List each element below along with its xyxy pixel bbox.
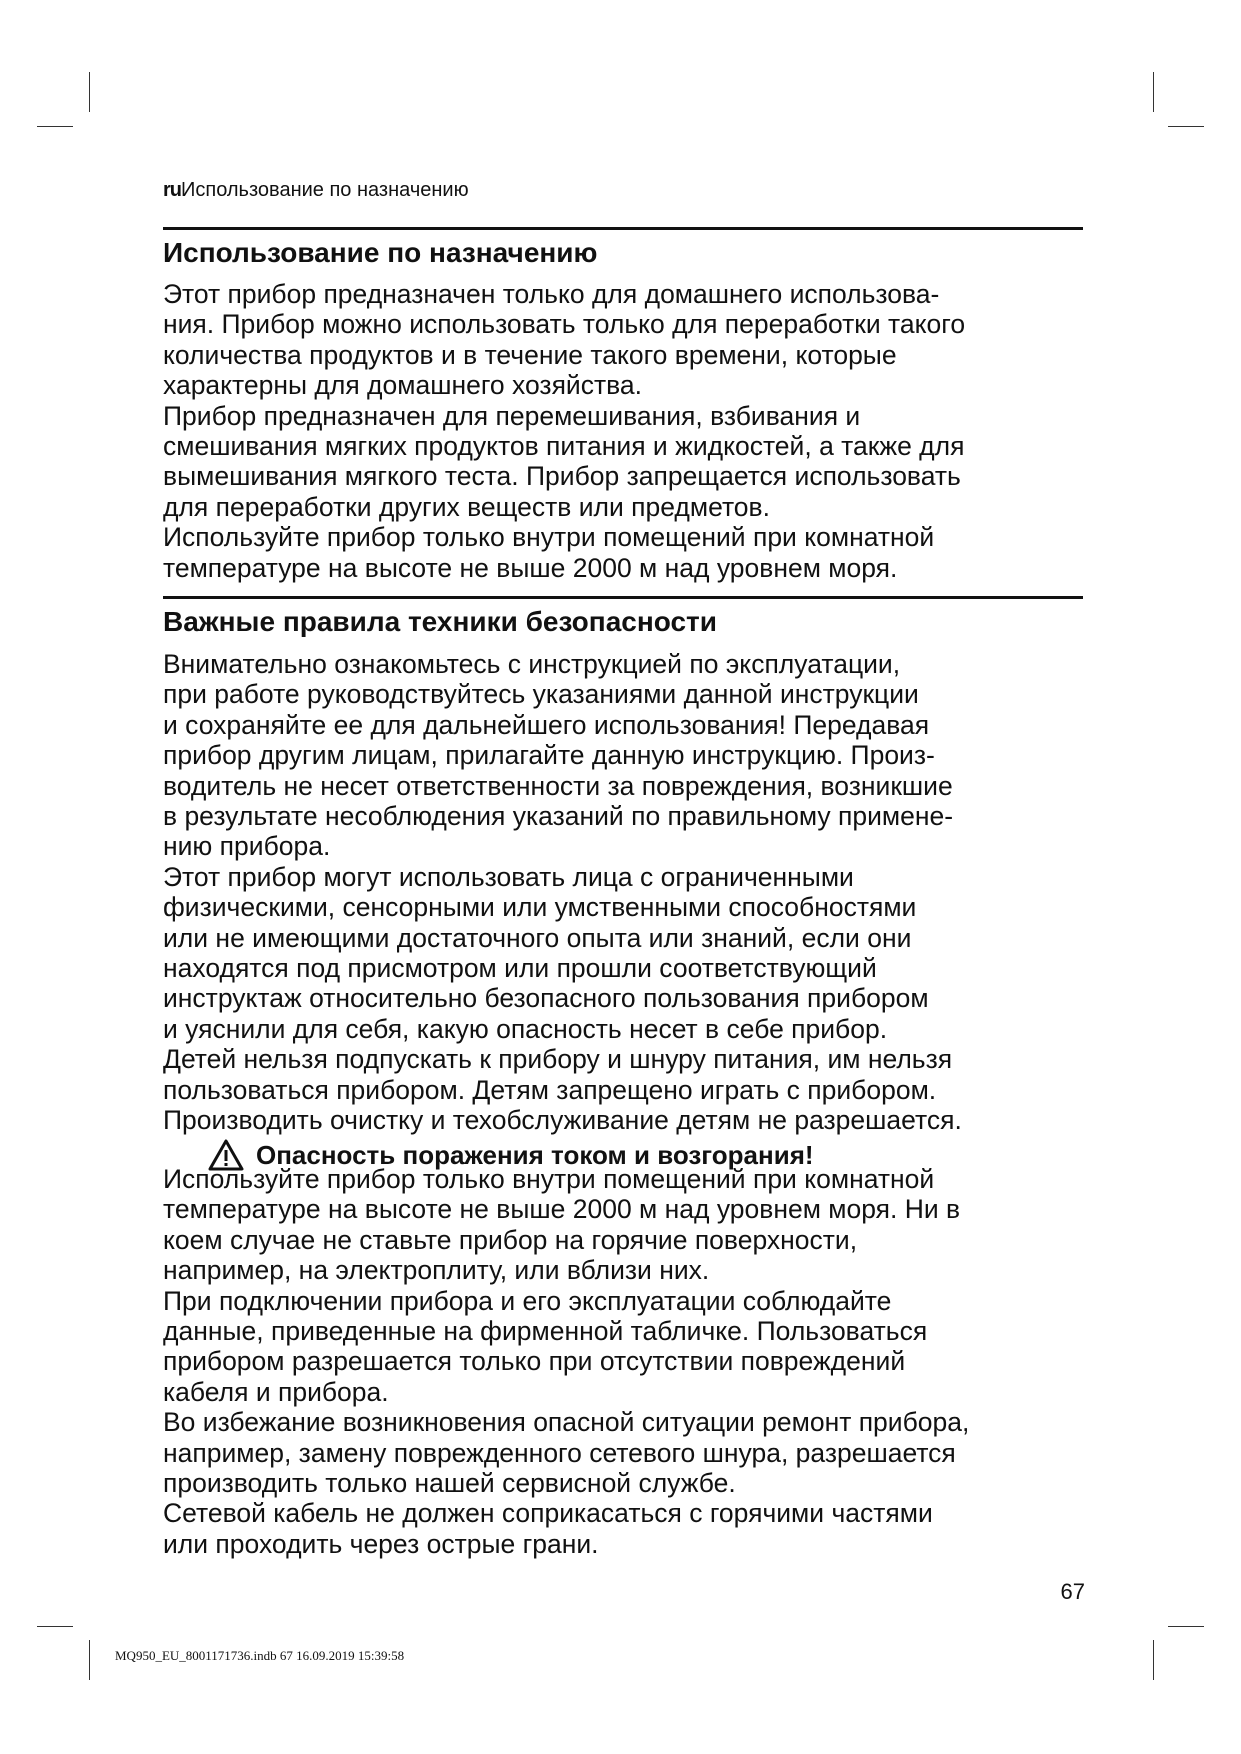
- paragraph: Используйте прибор только внутри помещений при комнатной температуре на высоте не выше 2000 м над уровнем моря.: [163, 522, 935, 583]
- paragraph: Детей нельзя подпускать к прибору и шнуру питания, им нельзя пользоваться прибором. Детям запрещено играть с прибором.: [163, 1044, 953, 1105]
- header-section-name: Использование по назначению: [181, 179, 469, 201]
- section-divider: [163, 227, 1083, 230]
- paragraph: Этот прибор предназначен только для домашнего использова- ния. Прибор можно использовать только для переработки такого количества продуктов и в течение такого времени, которые характерны для домашнего хозяйства.: [163, 279, 966, 401]
- section-title-intended-use: Использование по назначению: [163, 237, 598, 268]
- paragraph: Производить очистку и техобслуживание детям не разрешается.: [163, 1105, 962, 1136]
- paragraph: Внимательно ознакомьтесь с инструкцией по эксплуатации, при работе руководствуйтесь указаниями данной инструкции и сохраняйте ее для дальнейшего использования! Передавая прибор другим лицам, прилагайте данную инструкцию. Произ- водитель не несет ответственности за повреждения, возникшие в результате несоблюдения указаний по правильному примене- нию прибора.: [163, 649, 954, 862]
- section-title-safety-rules: Важные правила техники безопасности: [163, 606, 717, 637]
- warning-title: Опасность поражения током и возгорания!: [256, 1140, 814, 1170]
- crop-mark: [1153, 1640, 1154, 1680]
- crop-mark: [37, 126, 73, 127]
- paragraph: Прибор предназначен для перемешивания, взбивания и смешивания мягких продуктов питания и жидкостей, а также для вымешивания мягкого теста. Прибор запрещается использовать для переработки других веществ или предметов.: [163, 400, 965, 522]
- page-number: 67: [1060, 1579, 1085, 1604]
- paragraph: Этот прибор могут использовать лица с ограниченными физическими, сенсорными или умственными способностями или не имеющими достаточного опыта или знаний, если они находятся под присмотром или прошли соответствующий инструктаж относительно безопасного пользования прибором и уяснили для себя, какую опасность несет в себе прибор.: [163, 861, 929, 1044]
- language-code: ru: [163, 179, 181, 201]
- paragraph: Во избежание возникновения опасной ситуации ремонт прибора, например, замену поврежденного сетевого шнура, разрешается производить только нашей сервисной службе.: [163, 1407, 970, 1499]
- warning-body: [163, 1164, 1098, 1559]
- paragraph: При подключении прибора и его эксплуатации соблюдайте данные, приведенные на фирменной табличке. Пользоваться прибором разрешается только при отсутствии повреждений кабеля и прибора.: [163, 1285, 928, 1407]
- section-body-safety-rules: [163, 649, 1098, 1136]
- crop-mark: [1168, 1626, 1204, 1627]
- crop-mark: [1153, 72, 1154, 112]
- paragraph: Используйте прибор только внутри помещений при комнатной температуре на высоте не выше 2000 м над уровнем моря. Ни в коем случае не ставьте прибор на горячие поверхности, например, на электроплиту, или вблизи них.: [163, 1164, 961, 1286]
- crop-mark: [37, 1626, 73, 1627]
- crop-mark: [89, 72, 90, 112]
- section-divider: [163, 596, 1083, 599]
- crop-mark: [89, 1640, 90, 1680]
- section-body-intended-use: [163, 279, 1098, 583]
- paragraph: Сетевой кабель не должен соприкасаться с горячими частями или проходить через острые грани.: [163, 1498, 933, 1559]
- print-info: MQ950_EU_8001171736.indb 67 16.09.2019 15:39:58: [115, 1648, 405, 1663]
- crop-mark: [1168, 126, 1204, 127]
- running-header: [163, 178, 469, 202]
